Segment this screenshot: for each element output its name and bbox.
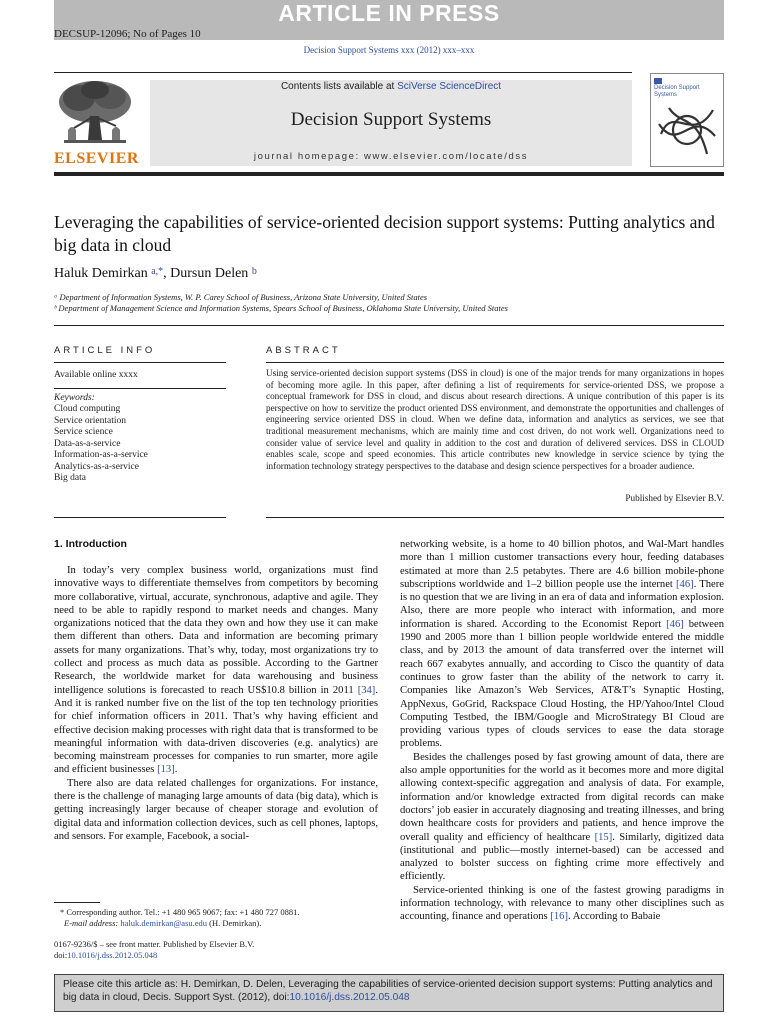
- keyword-item: Analytics-as-a-service: [54, 461, 139, 472]
- abstract-text: Using service-oriented decision support systems (DSS in cloud) is one of the major trends for many organizations in hopes of becoming more agile. In this paper, after defining a list of requirements for service-oriented DSS, we propose a conceptual framework for DSS in cloud, and discus about research directions. A unique contribution of this paper is its perspective on how to servitize the product oriented DSS environment, and demonstrate the opportunities and challenges of engineering service oriented DSS in cloud. When we define data, information and analytics as services, we see that traditional measurement mechanisms, which are mainly time and cost driven, do not work well. Organizations need to consider value of service level and quality in addition to the cost and duration of delivered services. DSS in CLOUD enables scale, scope and speed economies. This article contributes new knowledge in service science by tying the information technology strategy perspectives to the database and design science perspectives for a broader audience.: [266, 368, 724, 471]
- paragraph: [54, 564, 378, 777]
- keyword-item: Big data: [54, 473, 86, 483]
- text-run: between 1990 and 2005 more than 1 billion people worldwide entered the middle class, and by 2013 the amount of data transferred over the internet will reach 667 exabytes annually, and according to Cisco the quantity of data continues to grow faster than the ability of the network to carry it. Companies like Amazon’s Web Services, AT&T’s Synaptic Hosting, AppNexus, GoGrid, Rackspace Cloud Hosting, the HP/Yahoo/Intel Cloud Computing Testbed, the IBM/Google and MicroStrategy BI Cloud are providing various types of clouds services to ease the data storage problems.: [400, 618, 724, 750]
- keywords-label: Keywords:: [54, 393, 95, 403]
- author-demirkan[interactable]: Haluk Demirkan: [54, 266, 148, 281]
- corresponding-author-note: * Corresponding author. Tel.: +1 480 965 9067; fax: +1 480 727 0881.: [60, 907, 300, 917]
- doi-note: [54, 950, 384, 961]
- article-title: Leveraging the capabilities of service-oriented decision support systems: Putting analytics and big data in cloud: [54, 212, 715, 255]
- keywords-rule: [54, 388, 226, 389]
- keyword-item: Data-as-a-service: [54, 438, 121, 449]
- author-separator: ,: [163, 266, 171, 281]
- email-link[interactable]: haluk.demirkan@asu.edu: [120, 918, 208, 928]
- header-top-rule: [54, 72, 632, 73]
- article-info-rule: [54, 362, 226, 363]
- text-run: . Similarly, digitized data (institutional and public—mostly internet-based) can be accessed and analyzed to bolster success on fighting crime more effectively and efficiently.: [400, 831, 724, 883]
- citation-link[interactable]: [13]: [157, 764, 175, 776]
- cover-journal-title: Decision Support Systems: [654, 85, 700, 98]
- text-run: .: [174, 764, 178, 776]
- keyword-item: Service science: [54, 427, 113, 437]
- available-online: Available online xxxx: [54, 370, 138, 380]
- author1-affiliation-marker[interactable]: a,*: [151, 266, 164, 277]
- text-run: Service-oriented thinking is one of the fastest growing paradigms in information technology, with relevance to many other disciplines such as accounting, finance and operations: [400, 884, 724, 923]
- right-column: [400, 538, 724, 924]
- issn-note: 0167-9236/$ – see front matter. Published by Elsevier B.V.: [54, 939, 255, 949]
- left-column: [54, 564, 378, 843]
- citation-link[interactable]: [46]: [676, 578, 694, 590]
- affiliation-a: ᵃ Department of Information Systems, W. P. Carey School of Business, Arizona State University, United States: [54, 292, 428, 302]
- paragraph: [400, 884, 724, 924]
- contents-line: [150, 80, 632, 94]
- journal-citation-line[interactable]: Decision Support Systems xxx (2012) xxx–xxx: [303, 45, 475, 55]
- author-list: [54, 264, 724, 284]
- cite-doi-link[interactable]: 10.1016/j.dss.2012.05.048: [289, 992, 410, 1003]
- document-id: DECSUP-12096; No of Pages 10: [54, 28, 201, 40]
- footnote-rule: [54, 902, 100, 903]
- elsevier-tree-logo: [54, 78, 136, 150]
- text-run: Besides the challenges posed by fast growing amount of data, there are also ample opportunities for the world as it becomes more and more digital allowing context-specific aggregation and analysis of data. For example, information and/or knowledge extracted from digital records can make doctors’ job easier in accurately diagnosing and treating illnesses, and bring down healthcare costs for providers and patients, and hence improve the overall quality and efficiency of healthcare: [400, 751, 724, 843]
- author2-affiliation-marker[interactable]: b: [251, 266, 257, 277]
- abstract-label: ABSTRACT: [266, 345, 341, 356]
- text-run: . There is no question that we are living in an era of data and information explosion. Also, there are more people who interact with information, and more information is shared. According to the Economist Report: [400, 578, 724, 630]
- keyword-item: Service orientation: [54, 415, 127, 426]
- elsevier-wordmark: ELSEVIER: [54, 150, 139, 167]
- abstract-rule: [266, 362, 724, 363]
- author-delen[interactable]: Dursun Delen: [170, 266, 249, 281]
- header-bottom-rule: [54, 172, 724, 176]
- paragraph: [400, 538, 724, 751]
- citation-link[interactable]: [34]: [357, 684, 376, 696]
- article-info-label: ARTICLE INFO: [54, 345, 156, 356]
- published-by: Published by Elsevier B.V.: [625, 493, 724, 503]
- email-label: E-mail address:: [64, 918, 121, 928]
- cite-text: Please cite this article as: H. Demirkan, D. Delen, Leveraging the capabilities of service-oriented decision support systems: Putting analytics and big data in cloud, Decis. Support Syst. (2012), doi:: [63, 979, 713, 1003]
- text-run: networking website, is a home to 40 billion photos, and Wal-Mart handles more than 1 million customer transactions every hour, feeding databases estimated at more than 2.5 petabytes. There are 4.6 billion mobile-phone subscriptions worldwide and 1–2 billion people use the internet: [400, 539, 724, 590]
- text-run: In today’s very complex business world, organizations must find innovative ways to differentiate themselves from competitors by becoming more collaborative, virtual, accurate, synchronous, adaptive and agile. They need to be able to rapidly respond to market needs and changes. Many organizations noticed that the data they own and how they use it can make them different than others. Data and information are becoming primary assets for many organizations. That’s why, today, most organizations try to collect and process as much data as possible. According to the Gartner Research, the worldwide market for data warehousing and business intelligence solutions is forecasted to reach US$10.8 billion in 2011: [54, 565, 378, 696]
- article-info-bottom-rule: [54, 517, 226, 518]
- doi-label: doi:: [54, 950, 68, 960]
- keyword-list: [54, 404, 234, 485]
- journal-homepage[interactable]: journal homepage: www.elsevier.com/locate/dss: [253, 151, 529, 162]
- paragraph: There also are data related challenges for organizations. For instance, there is the challenge of managing large amounts of data (big data), which is getting increasingly larger because of cheaper storage and evolution of digital data and information collection devices, such as cell phones, laptops, and sensors. For example, Facebook, a social-: [54, 777, 378, 842]
- cite-this-article-box: [54, 974, 724, 1012]
- text-run: . And it is ranked number five on the list of the top ten technology priorities for chief information officers in 2011. That’s why having efficient and effective decision making processes with right data that is transformed to be meaningful information with data-driven discoveries (e.g. analytics) are becoming mainstream processes for companies to run smarter, more agile and efficient businesses: [54, 684, 378, 776]
- abstract-bottom-rule: [266, 517, 724, 518]
- tree-icon: [54, 78, 136, 150]
- front-matter-rule: [54, 325, 724, 326]
- citation-link[interactable]: [46]: [666, 618, 684, 630]
- keyword-item: Information-as-a-service: [54, 450, 148, 460]
- article-in-press-banner: ARTICLE IN PRESS: [54, 0, 724, 40]
- text-run: . According to Babaie: [567, 911, 661, 923]
- sciverse-link[interactable]: SciVerse ScienceDirect: [397, 81, 502, 92]
- affiliation-b: ᵇ Department of Management Science and Information Systems, Spears School of Business, Oklahoma State University, United States: [54, 303, 508, 313]
- paragraph: [400, 751, 724, 884]
- section-heading: 1. Introduction: [54, 538, 127, 550]
- doi-link[interactable]: 10.1016/j.dss.2012.05.048: [67, 950, 158, 960]
- email-note: [54, 918, 394, 929]
- keyword-item: Cloud computing: [54, 404, 121, 414]
- citation-link[interactable]: [16]: [550, 911, 568, 923]
- citation-link[interactable]: [15]: [594, 831, 613, 843]
- journal-name: Decision Support Systems: [290, 109, 492, 130]
- email-suffix: (H. Demirkan).: [207, 918, 262, 928]
- contents-prefix: Contents lists available at: [280, 81, 398, 92]
